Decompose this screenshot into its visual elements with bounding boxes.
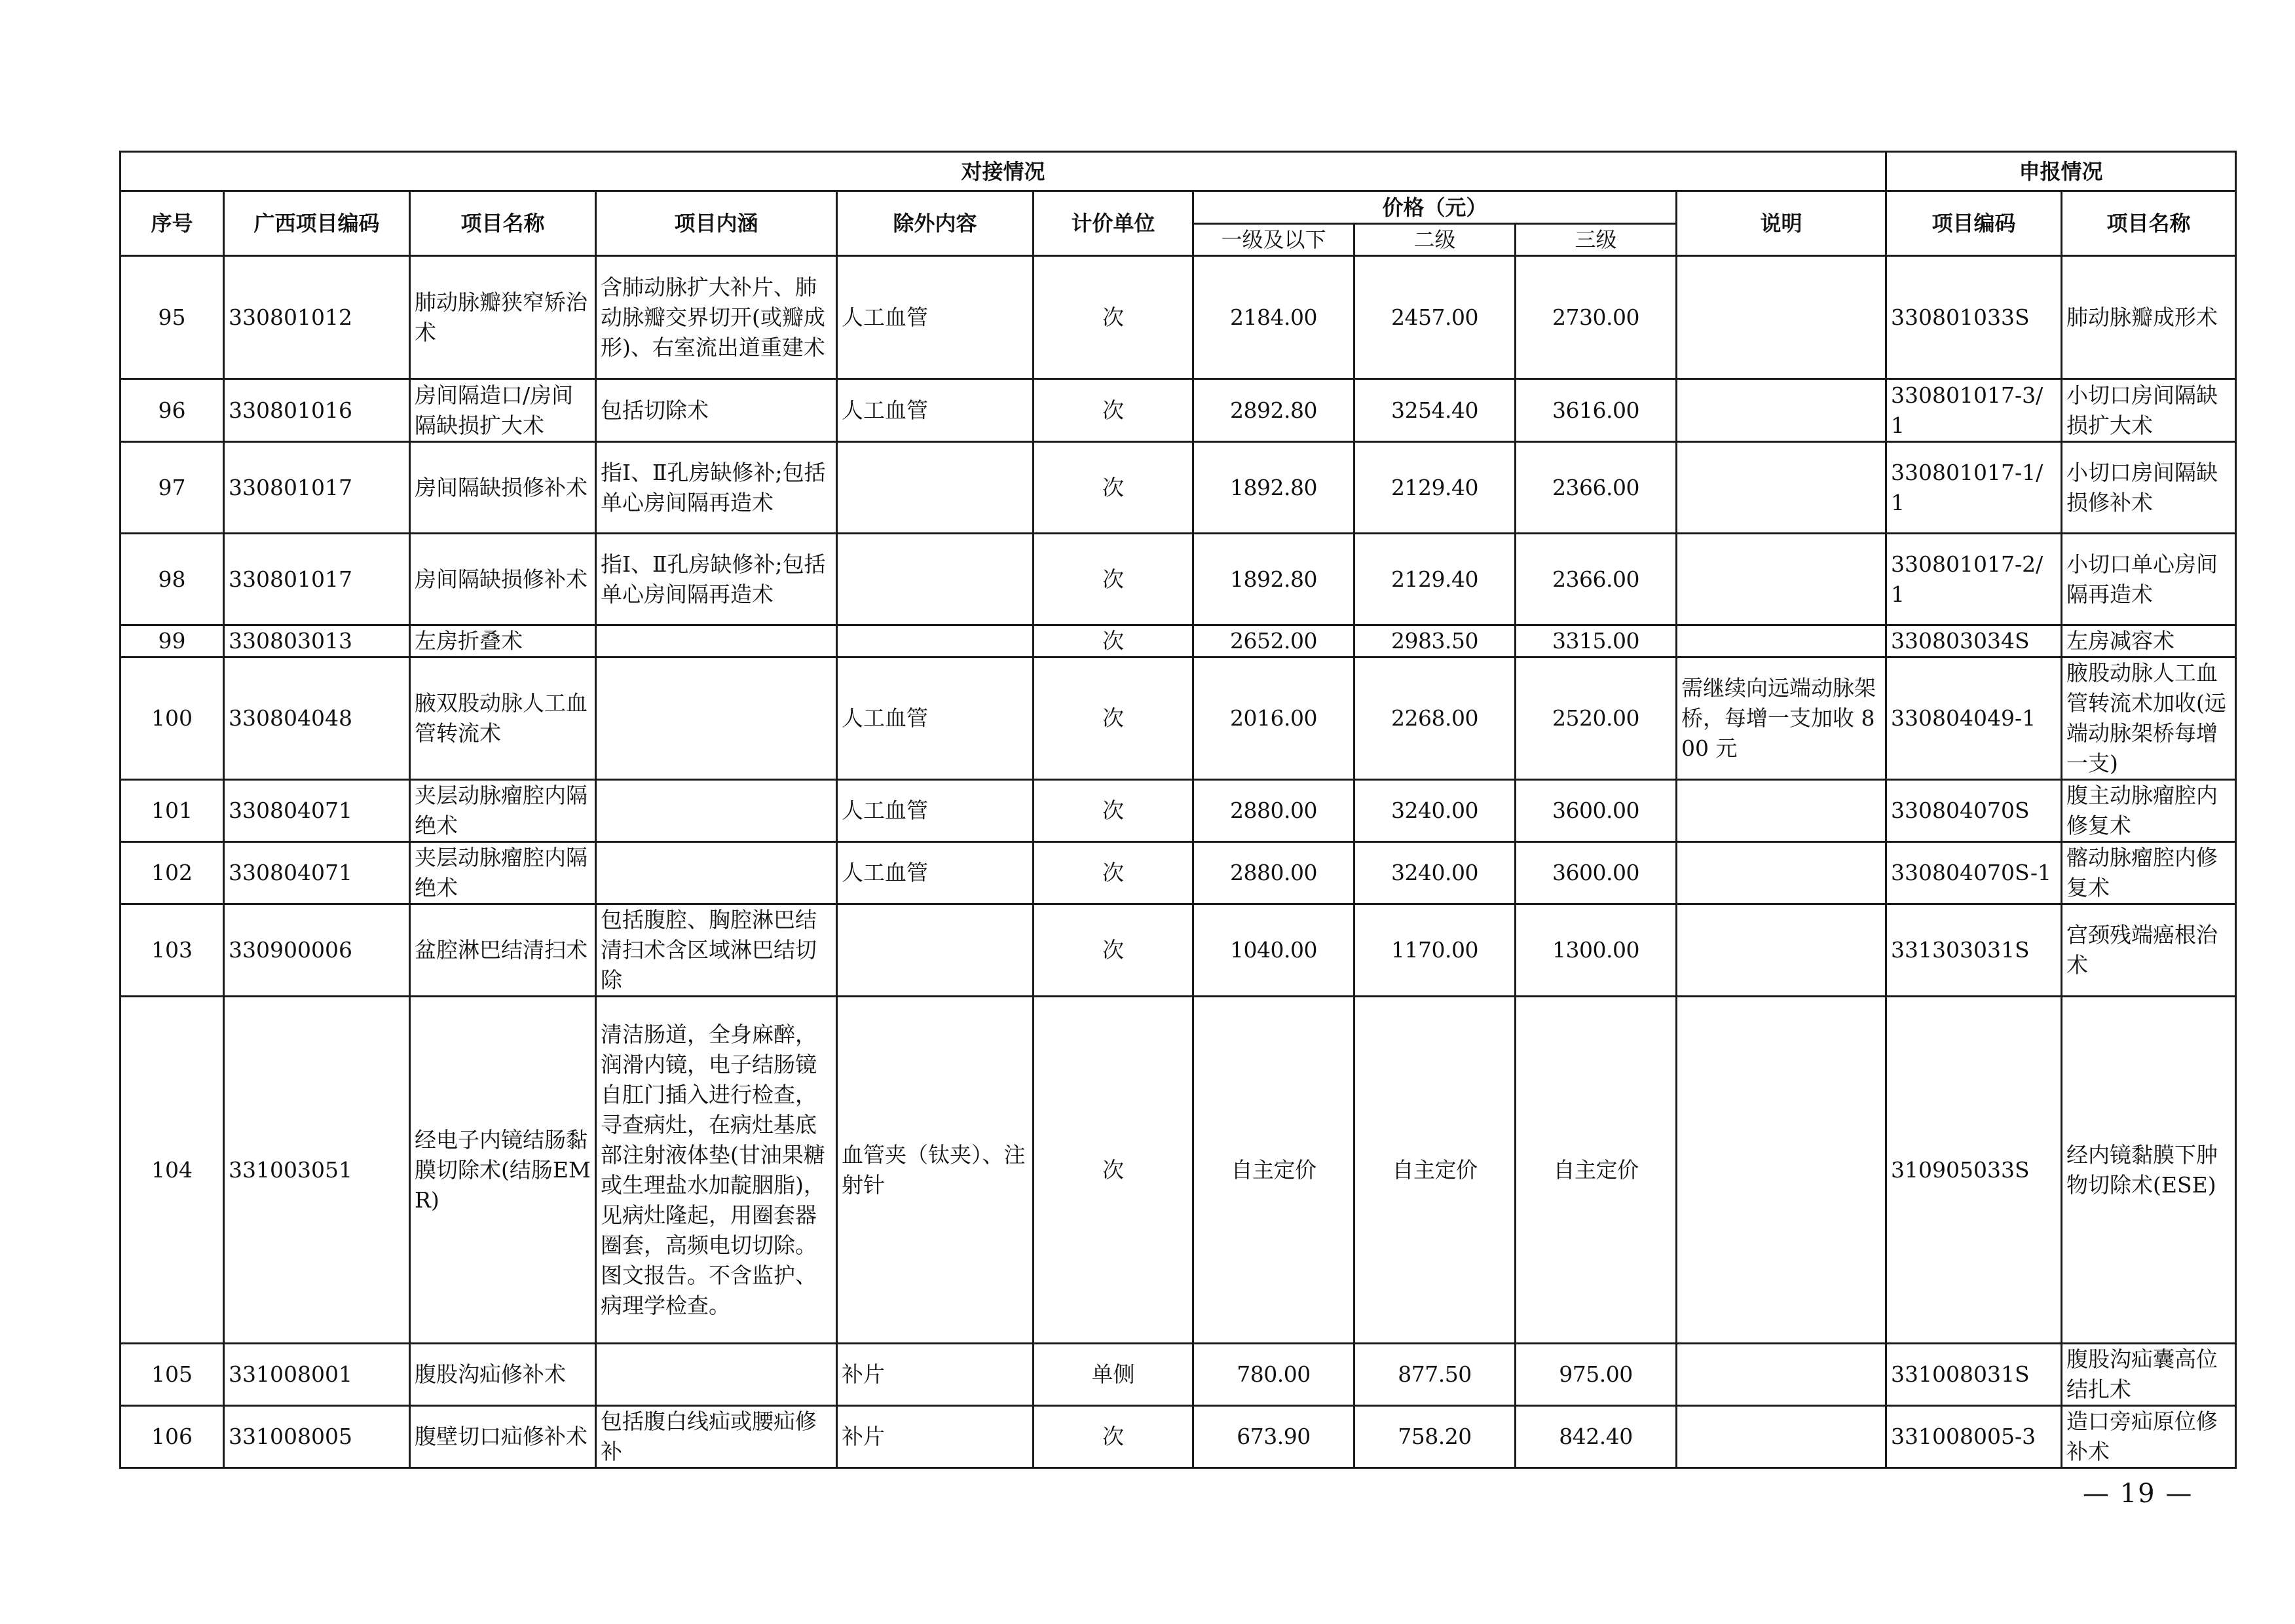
cell-exclusions: 人工血管 [837,657,1034,780]
cell-price-level1: 673.90 [1193,1406,1354,1468]
cell-declared-name: 宫颈残端癌根治术 [2062,904,2236,997]
cell-content [596,657,837,780]
col-header-exclusions: 除外内容 [837,191,1034,256]
cell-content [596,842,837,904]
cell-exclusions: 血管夹（钛夹）、注射针 [837,997,1034,1344]
cell-exclusions: 人工血管 [837,256,1034,379]
cell-unit: 次 [1034,997,1193,1344]
table-row [121,780,2236,842]
cell-name: 房间隔缺损修补术 [410,442,596,534]
cell-note [1677,1406,1886,1468]
cell-price-level1: 2016.00 [1193,657,1354,780]
cell-no: 100 [121,657,224,780]
cell-price-level3: 1300.00 [1516,904,1677,997]
cell-declared-code: 330804070S [1886,780,2062,842]
cell-name: 夹层动脉瘤腔内隔绝术 [410,780,596,842]
col-header-declared-name: 项目名称 [2062,191,2236,256]
cell-unit: 次 [1034,1406,1193,1468]
cell-exclusions: 人工血管 [837,780,1034,842]
table-row [121,1406,2236,1468]
cell-price-level1: 2880.00 [1193,780,1354,842]
cell-exclusions [837,534,1034,625]
cell-code: 331008001 [224,1344,410,1406]
cell-name: 房间隔造口/房间隔缺损扩大术 [410,379,596,442]
cell-name: 经电子内镜结肠黏膜切除术(结肠EMR) [410,997,596,1344]
table-row [121,842,2236,904]
cell-name: 盆腔淋巴结清扫术 [410,904,596,997]
cell-price-level2: 3254.40 [1354,379,1516,442]
table-row [121,997,2236,1344]
cell-price-level3: 3616.00 [1516,379,1677,442]
cell-note [1677,904,1886,997]
cell-declared-name: 小切口房间隔缺损扩大术 [2062,379,2236,442]
cell-no: 99 [121,625,224,657]
col-header-code: 广西项目编码 [224,191,410,256]
cell-declared-name: 腹主动脉瘤腔内修复术 [2062,780,2236,842]
cell-price-level3: 2520.00 [1516,657,1677,780]
cell-exclusions [837,904,1034,997]
cell-price-level2: 1170.00 [1354,904,1516,997]
cell-code: 330801017 [224,534,410,625]
col-header-note: 说明 [1677,191,1886,256]
col-header-price-group: 价格（元） [1193,191,1677,224]
cell-price-level3: 自主定价 [1516,997,1677,1344]
col-header-price-level3: 三级 [1516,224,1677,256]
cell-note [1677,534,1886,625]
group-header-declaration: 申报情况 [1886,152,2236,191]
col-header-content: 项目内涵 [596,191,837,256]
cell-exclusions [837,442,1034,534]
cell-no: 98 [121,534,224,625]
cell-no: 104 [121,997,224,1344]
cell-declared-name: 造口旁疝原位修补术 [2062,1406,2236,1468]
cell-price-level2: 2983.50 [1354,625,1516,657]
cell-unit: 次 [1034,842,1193,904]
cell-price-level1: 2652.00 [1193,625,1354,657]
table-body [121,256,2236,1468]
table-row [121,256,2236,379]
table-row [121,534,2236,625]
cell-name: 腋双股动脉人工血管转流术 [410,657,596,780]
cell-content: 指Ⅰ、Ⅱ孔房缺修补;包括单心房间隔再造术 [596,534,837,625]
cell-unit: 次 [1034,534,1193,625]
cell-price-level2: 2457.00 [1354,256,1516,379]
cell-exclusions: 人工血管 [837,842,1034,904]
cell-note [1677,1344,1886,1406]
cell-unit: 次 [1034,256,1193,379]
cell-price-level1: 自主定价 [1193,997,1354,1344]
cell-declared-name: 小切口房间隔缺损修补术 [2062,442,2236,534]
col-header-name: 项目名称 [410,191,596,256]
cell-code: 330804071 [224,842,410,904]
cell-note [1677,379,1886,442]
group-header-docking: 对接情况 [121,152,1886,191]
cell-code: 330804071 [224,780,410,842]
cell-unit: 单侧 [1034,1344,1193,1406]
cell-price-level2: 3240.00 [1354,842,1516,904]
cell-no: 95 [121,256,224,379]
cell-note [1677,256,1886,379]
cell-note [1677,780,1886,842]
cell-price-level3: 842.40 [1516,1406,1677,1468]
cell-code: 330803013 [224,625,410,657]
cell-note [1677,997,1886,1344]
col-header-price-level2: 二级 [1354,224,1516,256]
cell-declared-code: 330804070S-1 [1886,842,2062,904]
table-row [121,625,2236,657]
cell-exclusions: 人工血管 [837,379,1034,442]
cell-declared-name: 小切口单心房间隔再造术 [2062,534,2236,625]
cell-note [1677,842,1886,904]
cell-declared-code: 330804049-1 [1886,657,2062,780]
cell-declared-code: 330801017-3/1 [1886,379,2062,442]
cell-content: 包括腹腔、胸腔淋巴结清扫术含区域淋巴结切除 [596,904,837,997]
cell-price-level2: 758.20 [1354,1406,1516,1468]
col-header-no: 序号 [121,191,224,256]
cell-no: 105 [121,1344,224,1406]
cell-price-level3: 3600.00 [1516,842,1677,904]
cell-price-level2: 3240.00 [1354,780,1516,842]
cell-no: 103 [121,904,224,997]
cell-declared-name: 腋股动脉人工血管转流术加收(远端动脉架桥每增一支) [2062,657,2236,780]
cell-exclusions: 补片 [837,1344,1034,1406]
cell-no: 106 [121,1406,224,1468]
cell-note [1677,625,1886,657]
cell-unit: 次 [1034,780,1193,842]
cell-content: 指Ⅰ、Ⅱ孔房缺修补;包括单心房间隔再造术 [596,442,837,534]
cell-price-level2: 2129.40 [1354,534,1516,625]
cell-declared-name: 经内镜黏膜下肿物切除术(ESE) [2062,997,2236,1344]
cell-declared-code: 330801017-1/1 [1886,442,2062,534]
cell-price-level3: 2366.00 [1516,442,1677,534]
cell-code: 330801017 [224,442,410,534]
cell-unit: 次 [1034,904,1193,997]
col-header-declared-code: 项目编码 [1886,191,2062,256]
cell-declared-code: 330801033S [1886,256,2062,379]
cell-declared-code: 331008031S [1886,1344,2062,1406]
cell-price-level2: 2268.00 [1354,657,1516,780]
price-table [119,151,2237,1469]
cell-declared-name: 腹股沟疝囊高位结扎术 [2062,1344,2236,1406]
cell-exclusions [837,625,1034,657]
cell-name: 夹层动脉瘤腔内隔绝术 [410,842,596,904]
cell-note: 需继续向远端动脉架桥，每增一支加收 800 元 [1677,657,1886,780]
cell-unit: 次 [1034,657,1193,780]
cell-price-level2: 自主定价 [1354,997,1516,1344]
cell-price-level1: 780.00 [1193,1344,1354,1406]
cell-price-level3: 3315.00 [1516,625,1677,657]
cell-code: 331008005 [224,1406,410,1468]
cell-price-level3: 2366.00 [1516,534,1677,625]
cell-price-level2: 2129.40 [1354,442,1516,534]
table-row [121,657,2236,780]
cell-declared-name: 髂动脉瘤腔内修复术 [2062,842,2236,904]
cell-content: 含肺动脉扩大补片、肺动脉瓣交界切开(或瓣成形)、右室流出道重建术 [596,256,837,379]
cell-name: 腹壁切口疝修补术 [410,1406,596,1468]
cell-price-level3: 975.00 [1516,1344,1677,1406]
cell-unit: 次 [1034,379,1193,442]
cell-declared-code: 310905033S [1886,997,2062,1344]
cell-no: 96 [121,379,224,442]
cell-code: 330801016 [224,379,410,442]
table-row [121,442,2236,534]
cell-name: 腹股沟疝修补术 [410,1344,596,1406]
cell-price-level1: 1892.80 [1193,442,1354,534]
table-row [121,904,2236,997]
cell-no: 102 [121,842,224,904]
cell-declared-code: 331303031S [1886,904,2062,997]
cell-unit: 次 [1034,625,1193,657]
cell-price-level1: 2880.00 [1193,842,1354,904]
cell-content [596,625,837,657]
cell-content [596,780,837,842]
cell-code: 330900006 [224,904,410,997]
cell-content: 包括切除术 [596,379,837,442]
col-header-price-level1: 一级及以下 [1193,224,1354,256]
cell-content: 包括腹白线疝或腰疝修补 [596,1406,837,1468]
cell-declared-name: 肺动脉瓣成形术 [2062,256,2236,379]
page-number: — 19 — [2083,1479,2193,1509]
cell-price-level1: 1892.80 [1193,534,1354,625]
cell-price-level2: 877.50 [1354,1344,1516,1406]
cell-unit: 次 [1034,442,1193,534]
cell-price-level1: 2184.00 [1193,256,1354,379]
cell-code: 330801012 [224,256,410,379]
cell-name: 左房折叠术 [410,625,596,657]
cell-content [596,1344,837,1406]
cell-code: 331003051 [224,997,410,1344]
cell-declared-code: 330801017-2/1 [1886,534,2062,625]
cell-name: 肺动脉瓣狭窄矫治术 [410,256,596,379]
cell-price-level1: 2892.80 [1193,379,1354,442]
cell-price-level3: 2730.00 [1516,256,1677,379]
table-row [121,379,2236,442]
cell-code: 330804048 [224,657,410,780]
cell-note [1677,442,1886,534]
cell-exclusions: 补片 [837,1406,1034,1468]
cell-no: 101 [121,780,224,842]
cell-content: 清洁肠道，全身麻醉，润滑内镜，电子结肠镜自肛门插入进行检查，寻查病灶，在病灶基底部注射液体垫(甘油果糖或生理盐水加靛胭脂)，见病灶隆起，用圈套器圈套，高频电切切除。图文报告。不含监护、病理学检查。 [596,997,837,1344]
cell-name: 房间隔缺损修补术 [410,534,596,625]
cell-price-level1: 1040.00 [1193,904,1354,997]
cell-no: 97 [121,442,224,534]
table-row [121,1344,2236,1406]
col-header-unit: 计价单位 [1034,191,1193,256]
cell-declared-code: 330803034S [1886,625,2062,657]
cell-price-level3: 3600.00 [1516,780,1677,842]
cell-declared-code: 331008005-3 [1886,1406,2062,1468]
cell-declared-name: 左房减容术 [2062,625,2236,657]
